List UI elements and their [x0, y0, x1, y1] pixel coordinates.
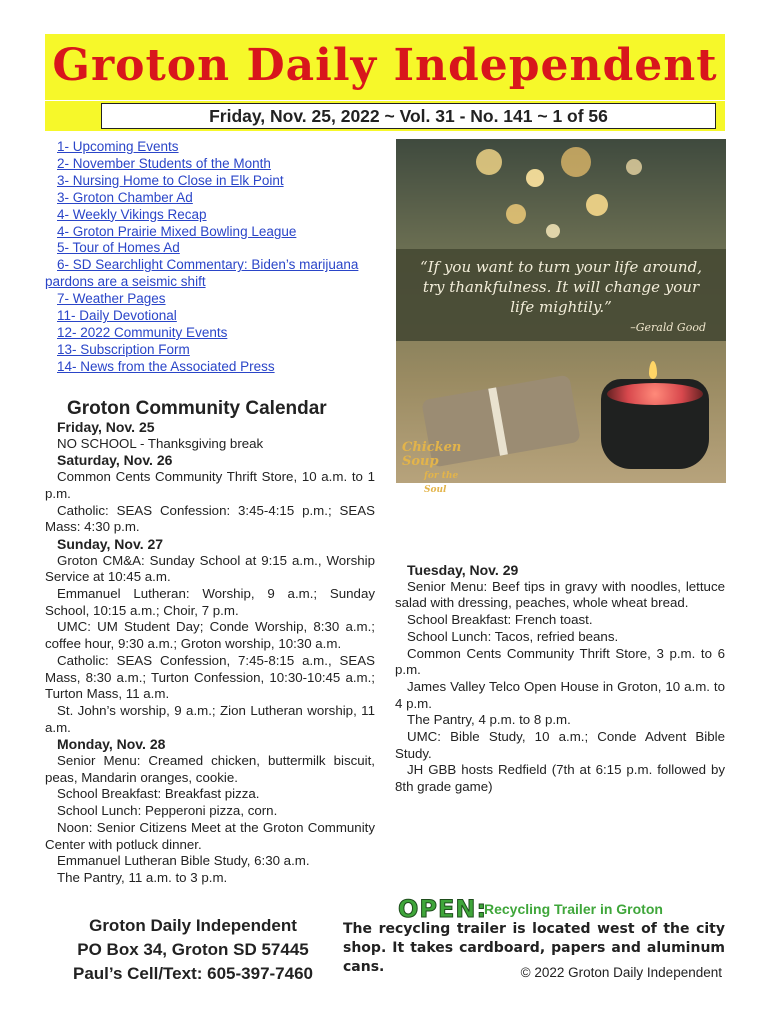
publisher-contact	[45, 914, 341, 986]
calendar-entry: Common Cents Community Thrift Store, 10 a.m. to 1 p.m.	[45, 469, 375, 501]
day-heading: Monday, Nov. 28	[57, 736, 166, 753]
candle-image	[601, 379, 709, 469]
copyright-notice: © 2022 Groton Daily Independent	[520, 965, 722, 980]
bokeh-light	[526, 169, 544, 187]
bokeh-light	[561, 147, 591, 177]
recycling-title: Recycling Trailer in Groton	[484, 901, 663, 917]
toc-link-searchlight-commentary[interactable]: 6- SD Searchlight Commentary: Biden’s marijuana	[57, 257, 359, 273]
bokeh-light	[476, 149, 502, 175]
publisher-address: PO Box 34, Groton SD 57445	[77, 940, 309, 959]
newspaper-title: Groton Daily Independent	[52, 40, 718, 91]
calendar-title: Groton Community Calendar	[67, 398, 327, 419]
toc-link-tour-of-homes[interactable]: 5- Tour of Homes Ad	[57, 240, 180, 256]
toc-link-vikings-recap[interactable]: 4- Weekly Vikings Recap	[57, 206, 207, 222]
calendar-entry: Groton CM&A: Sunday School at 9:15 a.m., Worship Service at 10:45 a.m.	[45, 552, 375, 585]
bokeh-light	[626, 159, 642, 175]
toc-link-devotional[interactable]: 11- Daily Devotional	[57, 308, 177, 324]
calendar-entry: School Breakfast: French toast.	[407, 612, 593, 628]
quote-band	[396, 249, 726, 341]
toc-link-searchlight-commentary-cont[interactable]: pardons are a seismic shift	[45, 274, 206, 290]
calendar-entry: Emmanuel Lutheran: Worship, 9 a.m.; Sunday School, 10:15 a.m.; Choir, 7 p.m.	[45, 586, 375, 618]
calendar-entry: School Breakfast: Breakfast pizza.	[57, 786, 260, 802]
toc-link-subscription-form[interactable]: 13- Subscription Form	[57, 341, 190, 357]
ribbon	[488, 387, 508, 455]
day-heading: Tuesday, Nov. 29	[407, 562, 519, 578]
dateline-bar	[45, 101, 725, 131]
masthead	[45, 34, 725, 100]
bokeh-light	[586, 194, 608, 216]
toc-link-nursing-home[interactable]: 3- Nursing Home to Close in Elk Point	[57, 172, 284, 188]
calendar-entry: James Valley Telco Open House in Groton, 10 a.m. to 4 p.m.	[395, 678, 725, 711]
quote-text: “If you want to turn your life around, try thankfulness. It will change your life mightily.”	[420, 258, 702, 316]
toc-link-community-events[interactable]: 12- 2022 Community Events	[57, 324, 228, 340]
day-heading: Friday, Nov. 25	[57, 419, 155, 435]
publisher-phone: Paul’s Cell/Text: 605-397-7460	[72, 964, 314, 983]
toc-link-students-of-month[interactable]: 2- November Students of the Month	[57, 155, 271, 171]
open-badge: OPEN:	[398, 895, 488, 923]
logo-line: for the Soul	[424, 471, 459, 495]
day-heading: Saturday, Nov. 26	[57, 452, 173, 469]
calendar-entry: Emmanuel Lutheran Bible Study, 6:30 a.m.	[57, 853, 310, 869]
calendar-entry: St. John’s worship, 9 a.m.; Zion Lutheran worship, 11 a.m.	[45, 702, 375, 735]
calendar-entry: The Pantry, 11 a.m. to 3 p.m.	[57, 869, 228, 885]
calendar-entry: NO SCHOOL - Thanksgiving break	[57, 435, 264, 451]
toc-link-weather[interactable]: 7- Weather Pages	[57, 291, 166, 307]
calendar-entry: Senior Menu: Creamed chicken, buttermilk biscuit, peas, Mandarin oranges, cookie.	[45, 753, 375, 785]
bokeh-light	[546, 224, 560, 238]
calendar-entry: JH GBB hosts Redfield (7th at 6:15 p.m. followed by 8th grade game)	[395, 762, 725, 795]
candle-wax	[607, 383, 703, 405]
publisher-name: Groton Daily Independent	[89, 916, 297, 935]
issue-dateline: Friday, Nov. 25, 2022 ~ Vol. 31 - No. 141 ~ 1 of 56	[101, 103, 716, 129]
calendar-entry: UMC: Bible Study, 10 a.m.; Conde Advent Bible Study.	[395, 729, 725, 761]
calendar-entry: Common Cents Community Thrift Store, 3 p.m. to 6 p.m.	[395, 645, 725, 678]
calendar-entry: Catholic: SEAS Confession, 7:45-8:15 a.m., SEAS Mass, 8:30 a.m.; Turton Confession, 10:30-10:45 a.m.; Turton Mass, 11 a.m.	[45, 652, 375, 702]
day-heading: Sunday, Nov. 27	[57, 535, 164, 552]
calendar-entry: School Lunch: Tacos, refried beans.	[407, 628, 619, 644]
bokeh-light	[506, 204, 526, 224]
toc-link-associated-press[interactable]: 14- News from the Associated Press	[57, 358, 275, 374]
calendar-entry: Noon: Senior Citizens Meet at the Groton Community Center with potluck dinner.	[45, 819, 375, 852]
toc-link-chamber-ad[interactable]: 3- Groton Chamber Ad	[57, 189, 193, 205]
calendar-entry: School Lunch: Pepperoni pizza, corn.	[57, 803, 278, 819]
calendar-entry: Senior Menu: Beef tips in gravy with noodles, lettuce salad with dressing, peaches, whole wheat bread.	[395, 578, 725, 611]
calendar-entry: The Pantry, 4 p.m. to 8 p.m.	[407, 712, 571, 728]
toc-link-upcoming-events[interactable]: 1- Upcoming Events	[57, 139, 179, 154]
quote-photo	[396, 139, 726, 495]
chicken-soup-logo	[402, 440, 474, 495]
flame-icon	[649, 361, 657, 379]
calendar-column-right	[395, 562, 725, 796]
calendar-entry: UMC: UM Student Day; Conde Worship, 8:30 a.m.; coffee hour, 9:30 a.m.; Groton worship, 10:30 a.m.	[45, 619, 375, 652]
calendar-column-left	[45, 419, 375, 887]
logo-line: Chicken Soup	[402, 440, 462, 469]
calendar-entry: Catholic: SEAS Confession: 3:45-4:15 p.m.; SEAS Mass: 4:30 p.m.	[45, 502, 375, 535]
recycling-text: The recycling trailer is located west of the city shop. It takes cardboard, papers and aluminum cans.	[343, 921, 725, 975]
quote-author: –Gerald Good	[630, 321, 706, 334]
table-of-contents	[45, 139, 385, 376]
toc-link-bowling-league[interactable]: 4- Groton Prairie Mixed Bowling League	[57, 223, 297, 239]
